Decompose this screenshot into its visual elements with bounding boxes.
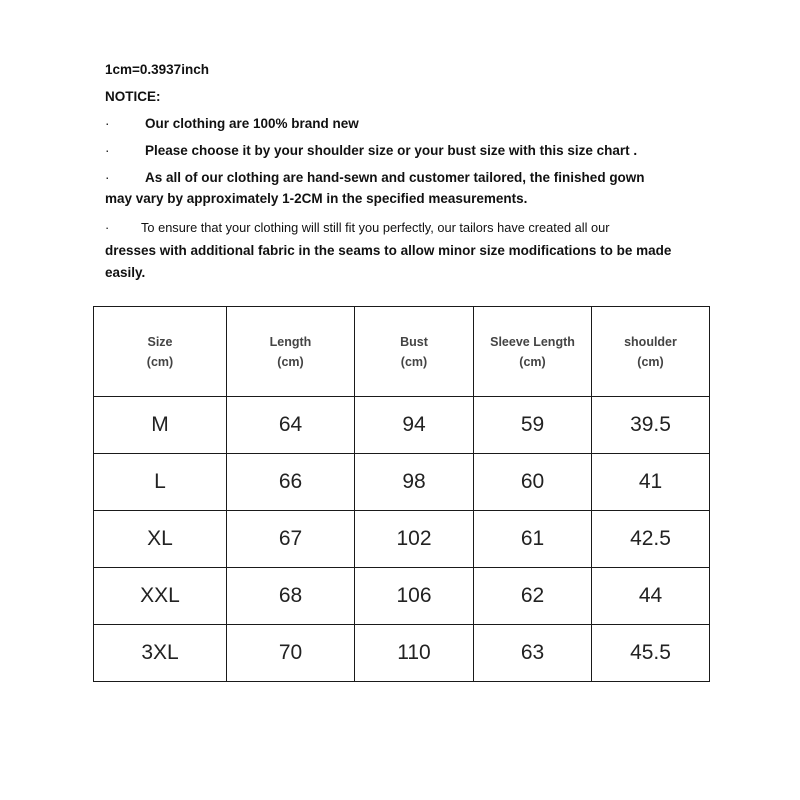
notice-text: As all of our clothing are hand-sewn and customer tailored, the finished gown [145,170,645,185]
header-sleeve-length: Sleeve Length (cm) [474,307,592,397]
table-header-row [94,307,710,397]
cell-bust: 102 [355,511,474,568]
cell-length: 66 [227,454,355,511]
bullet-dot: · [105,143,110,158]
cell-length: 64 [227,397,355,454]
notice-text: To ensure that your clothing will still fit you perfectly, our tailors have created all our [141,220,610,235]
notice-text: Please choose it by your shoulder size or your bust size with this size chart . [145,143,638,158]
unit-conversion: 1cm=0.3937inch [105,62,209,77]
cell-sleeve-length: 59 [474,397,592,454]
table-row [94,454,710,511]
notice-text: dresses with additional fabric in the seams to allow minor size modifications to be made easily. [105,243,672,280]
cell-bust: 110 [355,625,474,682]
notice-text: may vary by approximately 1-2CM in the specified measurements. [105,191,528,206]
header-shoulder: shoulder (cm) [592,307,710,397]
notice-item [105,115,685,142]
cell-shoulder: 42.5 [592,511,710,568]
cell-size: XL [94,511,227,568]
size-chart-table [93,306,710,682]
bullet-dot: · [105,170,110,185]
cell-shoulder: 44 [592,568,710,625]
notice-text: Our clothing are 100% brand new [145,116,359,131]
header-length: Length (cm) [227,307,355,397]
cell-sleeve-length: 63 [474,625,592,682]
bullet-dot: · [105,116,110,131]
cell-sleeve-length: 61 [474,511,592,568]
table-row [94,568,710,625]
cell-size: L [94,454,227,511]
cell-shoulder: 45.5 [592,625,710,682]
cell-size: XXL [94,568,227,625]
table-row [94,511,710,568]
cell-shoulder: 39.5 [592,397,710,454]
notice-item [105,142,685,169]
cell-size: M [94,397,227,454]
notice-title: NOTICE: [105,89,161,104]
bullet-dot: · [105,220,110,235]
cell-length: 70 [227,625,355,682]
header-bust: Bust (cm) [355,307,474,397]
notice-paragraph [105,169,685,217]
table-row [94,397,710,454]
cell-sleeve-length: 62 [474,568,592,625]
cell-size: 3XL [94,625,227,682]
cell-bust: 106 [355,568,474,625]
cell-sleeve-length: 60 [474,454,592,511]
notice-paragraph [105,219,685,284]
cell-bust: 98 [355,454,474,511]
table-row [94,625,710,682]
size-notes [105,61,685,286]
header-size: Size (cm) [94,307,227,397]
cell-shoulder: 41 [592,454,710,511]
cell-length: 67 [227,511,355,568]
cell-bust: 94 [355,397,474,454]
cell-length: 68 [227,568,355,625]
